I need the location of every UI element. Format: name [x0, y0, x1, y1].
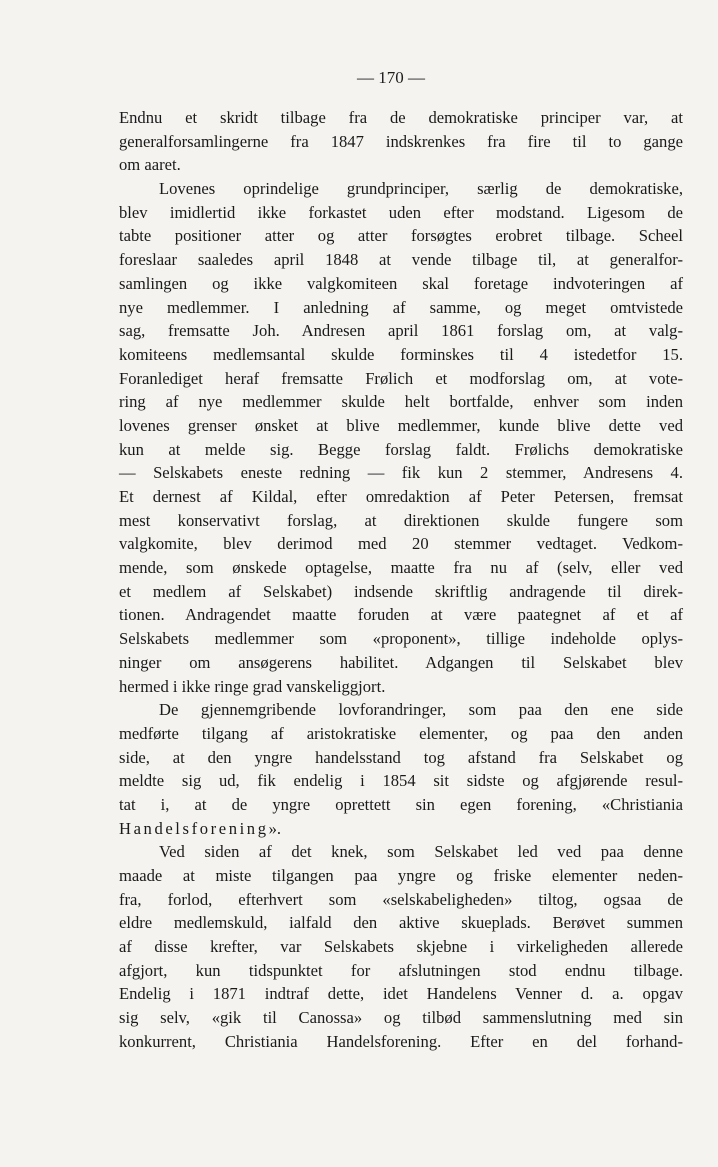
- text-line: komiteens medlemsantal skulde forminskes til 4 istedetfor 15.: [119, 344, 683, 364]
- page-number: — 170 —: [357, 68, 425, 87]
- text-line: sag, fremsatte Joh. Andresen april 1861 forslag om, at valg-: [119, 321, 683, 341]
- text-line: sig selv, «gik til Canossa» og tilbød sammenslutning med sin: [119, 1008, 683, 1028]
- spaced-emphasis: Handelsforening: [119, 818, 269, 838]
- text-line: lovenes grenser ønsket at blive medlemmer, kunde blive dette ved: [119, 415, 683, 435]
- text-line: — Selskabets eneste redning — fik kun 2 stemmer, Andresens 4.: [119, 463, 683, 483]
- text-line: eldre medlemskuld, ialfald den aktive skueplads. Berøvet summen: [119, 913, 683, 933]
- text-line: mende, som ønskede optagelse, maatte fra nu af (selv, eller ved: [119, 558, 683, 578]
- text-line: Endelig i 1871 indtraf dette, idet Handelens Venner d. a. opgav: [119, 984, 683, 1004]
- text-line: maade at miste tilgangen paa yngre og friske elementer neden-: [119, 866, 683, 885]
- text-line: tabte positioner atter og atter forsøgtes erobret tilbage. Scheel: [119, 226, 683, 246]
- text-line: fra, forlod, efterhvert som «selskabeligheden» tiltog, ogsaa de: [119, 889, 683, 909]
- text-line: mest konservativt forslag, at direktionen skulde fungere som: [119, 510, 683, 530]
- text-line: Et dernest af Kildal, efter omredaktion af Peter Petersen, fremsat: [119, 487, 683, 506]
- text-line: valgkomite, blev derimod med 20 stemmer vedtaget. Vedkom-: [119, 534, 683, 554]
- text-line: side, at den yngre handelsstand tog afstand fra Selskabet og: [119, 747, 683, 767]
- text-line: De gjennemgribende lovforandringer, som paa den ene side: [159, 700, 683, 720]
- text-line: Ved siden af det knek, som Selskabet led ved paa denne: [159, 842, 683, 862]
- text-line: medførte tilgang af aristokratiske elementer, og paa den anden: [119, 723, 683, 743]
- text-line: hermed i ikke ringe grad vanskeliggjort.: [119, 676, 386, 696]
- text-line: om aaret.: [119, 155, 181, 175]
- text-line: generalforsamlingerne fra 1847 indskrenkes fra fire til to gange: [119, 131, 683, 151]
- text-line: et medlem af Selskabet) indsende skriftlig andragende til direk-: [119, 581, 683, 601]
- text-line: nye medlemmer. I anledning af samme, og meget omtvistede: [119, 297, 683, 317]
- text-line: kun at melde sig. Begge forslag faldt. Frølichs demokratiske: [119, 439, 683, 459]
- closing-quote: ».: [268, 818, 282, 838]
- text-line: ring af nye medlemmer skulde helt bortfalde, enhver som inden: [119, 392, 683, 412]
- text-line: ninger om ansøgerens habilitet. Adgangen til Selskabet blev: [119, 652, 683, 672]
- text-line: Lovenes oprindelige grundprinciper, særlig de demokratiske,: [159, 179, 683, 199]
- text-line: samlingen og ikke valgkomiteen skal foretage indvoteringen af: [119, 273, 683, 293]
- text-line: [119, 817, 683, 841]
- text-line: tat i, at de yngre oprettett sin egen forening, «Christiania: [119, 794, 683, 814]
- text-line: Foranlediget heraf fremsatte Frølich et modforslag om, at vote-: [119, 368, 683, 388]
- body-text: [119, 106, 683, 1054]
- text-line: Endnu et skridt tilbage fra de demokratiske principer var, at: [119, 108, 683, 127]
- text-line: afgjort, kun tidspunktet for afslutningen stod endnu tilbage.: [119, 960, 683, 980]
- text-line: Selskabets medlemmer som «proponent», tillige indeholde oplys-: [119, 629, 683, 649]
- text-line: blev imidlertid ikke forkastet uden efter modstand. Ligesom de: [119, 202, 683, 222]
- text-line: tionen. Andragendet maatte foruden at være paategnet af et af: [119, 605, 683, 625]
- text-line: konkurrent, Christiania Handelsforening. Efter en del forhand-: [119, 1031, 683, 1051]
- text-line: meldte sig ud, fik endelig i 1854 sit sidste og afgjørende resul-: [119, 771, 683, 791]
- text-line: foreslaar saaledes april 1848 at vende tilbage til, at generalfor-: [119, 250, 683, 270]
- text-line: af disse krefter, var Selskabets skjebne i virkeligheden allerede: [119, 937, 683, 957]
